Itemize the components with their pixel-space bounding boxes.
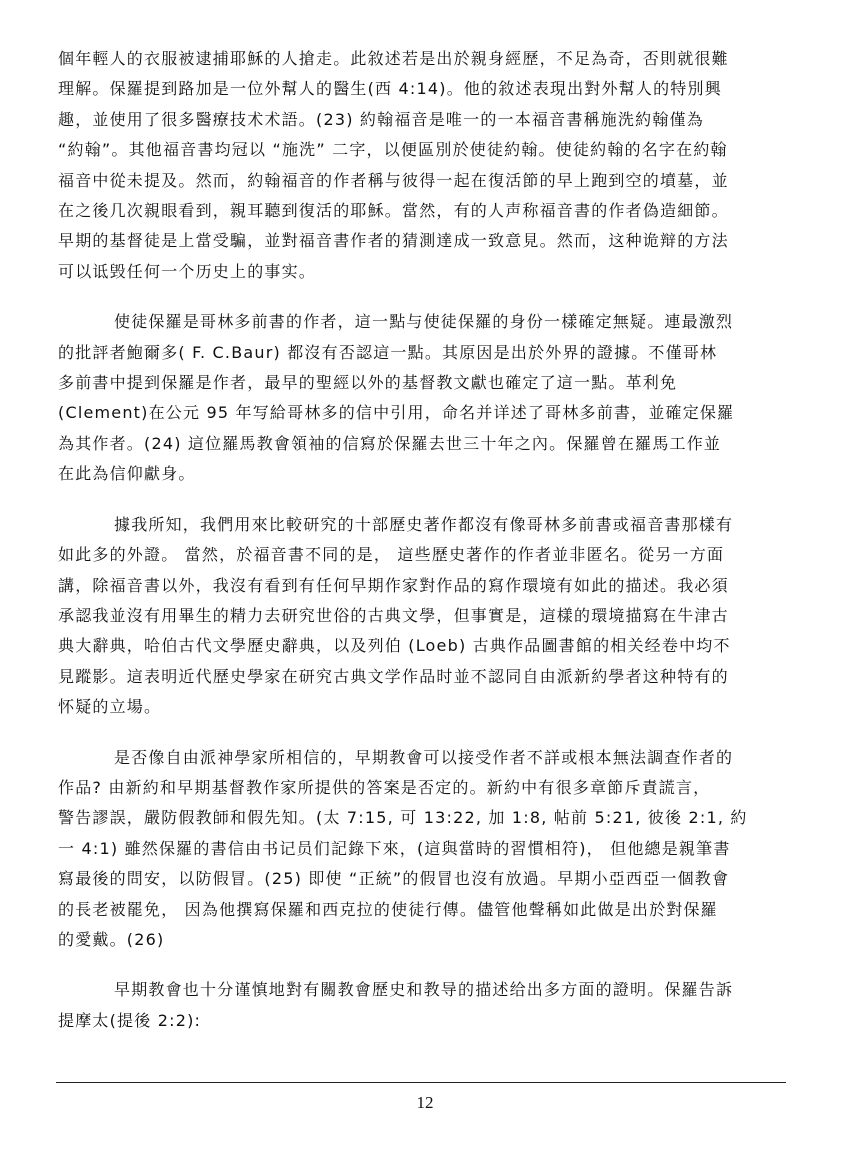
text-line: 可以诋毁任何一个历史上的事实。 [58,261,317,281]
text-line: 早期教會也十分谨慎地對有關教會歷史和教导的描述给出多方面的證明。保羅告訴 [114,980,734,1000]
text-line: 警告謬誤，嚴防假教師和假先知。(太 7:15, 可 13:22, 加 1:8, 帖前 5:21, 彼後 2:1, 約 [58,808,748,828]
text-line: 提摩太(提後 2:2): [58,1010,202,1030]
text-line: 如此多的外證。 當然，於福音書不同的是， 這些歷史著作的作者並非匿名。從另一方面 [58,545,725,565]
text-line: 多前書中提到保羅是作者，最早的聖經以外的基督教文獻也確定了這一點。革利免 [58,373,678,393]
text-line: 個年輕人的衣服被逮捕耶穌的人搶走。此敘述若是出於親身經歷，不足為奇，否則就很難 [58,49,729,68]
text-line: 講，除福音書以外，我沒有看到有任何早期作家對作品的寫作環境有如此的描述。我必須 [58,575,729,595]
text-line: 的批評者鮑爾多( F. C.Baur) 都沒有否認這一點。其原因是出於外界的證據。不僅哥林 [58,342,718,362]
text-line: 趣，並使用了很多醫療技术术語。(23) 約翰福音是唯一的一本福音書稱施洗約翰僅為 [58,109,704,129]
text-line: “約翰”。其他福音書均冠以 “施洗” 二字，以便區別於使徒約翰。使徒約翰的名字在約翰 [58,140,728,160]
text-line: 早期的基督徒是上當受騙，並對福音書作者的猜測達成一致意見。然而，这种诡辩的方法 [58,231,729,251]
text-line: 怀疑的立場。 [58,697,162,717]
document-body [58,44,788,1056]
text-line: 一 4:1) 雖然保羅的書信由书记员们記錄下來，(這與當時的習慣相符)， 但他總是親筆書 [58,838,731,858]
page-number: 12 [416,1093,434,1112]
text-line: 為其作者。(24) 這位羅馬教會領袖的信寫於保羅去世三十年之內。保羅曾在羅馬工作並 [58,433,722,453]
paragraph [58,743,788,956]
text-line: 作品? 由新約和早期基督教作家所提供的答案是否定的。新約中有很多章節斥責謊言， [58,777,711,797]
text-line: (Clement)在公元 95 年写給哥林多的信中引用，命名并详述了哥林多前書，並確定保羅 [58,403,735,423]
text-line: 的長老被罷免， 因為他撰寫保羅和西克拉的使徒行傳。儘管他聲稱如此做是出於對保羅 [58,899,718,919]
text-line: 典大辭典，哈伯古代文學歷史辭典，以及列伯 (Loeb) 古典作品圖書館的相关经卷中均不 [58,636,731,656]
footer-divider [56,1082,786,1083]
text-line: 理解。保羅提到路加是一位外幫人的醫生(西 4:14)。他的敘述表現出對外幫人的特別興 [58,79,722,99]
text-line: 的愛戴。(26) [58,929,165,949]
text-line: 見蹤影。這表明近代歷史學家在研究古典文学作品时並不認同自由派新約學者这种特有的 [58,666,729,686]
text-line: 福音中從未提及。然而，約翰福音的作者稱与彼得一起在復活節的早上跑到空的墳墓，並 [58,170,729,190]
text-line: 在此為信仰獻身。 [58,464,196,484]
text-line: 據我所知，我們用來比較研究的十部歷史著作都沒有像哥林多前書或福音書那樣有 [114,514,734,534]
text-line: 承認我並沒有用畢生的精力去研究世俗的古典文學，但事實是，這樣的環境描寫在牛津古 [58,605,729,625]
text-line: 使徒保羅是哥林多前書的作者，這一點与使徒保羅的身份一樣確定無疑。連最激烈 [114,312,734,332]
paragraph [58,975,788,1036]
text-line: 是否像自由派神學家所相信的，早期教會可以接受作者不詳或根本無法調查作者的 [114,747,734,767]
paragraph [58,510,788,723]
text-line: 在之後几次親眼看到，親耳聽到復活的耶穌。當然，有的人声称福音書的作者偽造細節。 [58,201,729,221]
paragraph [58,307,788,489]
text-line: 寫最後的問安，以防假冒。(25) 即使 “正統”的假冒也沒有放過。早期小亞西亞一個教會 [58,869,730,889]
paragraph [58,44,788,287]
